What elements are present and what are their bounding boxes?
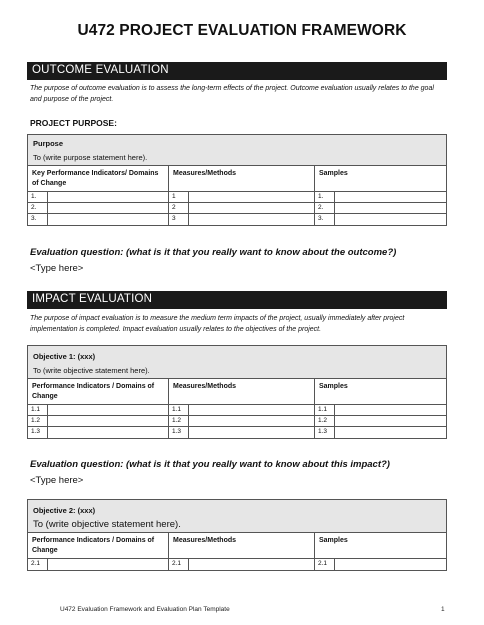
objective-1-table-header (28, 379, 446, 405)
measure-cell[interactable] (189, 192, 315, 202)
purpose-table-title: Purpose (28, 135, 446, 151)
row-number: 2 (169, 203, 189, 213)
table-row (28, 405, 446, 416)
sample-cell[interactable] (335, 559, 446, 570)
outcome-intro: The purpose of outcome evaluation is to assess the long-term effects of the project. Outcome evaluation usually relates to the goal and purpose of the project. (30, 85, 434, 103)
outcome-answer-field[interactable]: <Type here> (30, 263, 84, 274)
purpose-table-header (28, 166, 446, 192)
indicator-cell[interactable] (48, 427, 169, 438)
indicator-cell[interactable] (48, 416, 169, 426)
row-number: 1.1 (315, 405, 335, 415)
column-header-measures: Measures/Methods (169, 533, 315, 558)
row-number: 1. (28, 192, 48, 202)
objective-2-table (27, 499, 447, 571)
sample-cell[interactable] (335, 405, 446, 415)
row-number: 1.2 (28, 416, 48, 426)
purpose-table (27, 134, 447, 226)
row-number: 1. (315, 192, 335, 202)
column-header-measures: Measures/Methods (169, 379, 315, 404)
objective-2-statement[interactable]: To (write objective statement here). (28, 518, 446, 533)
sample-cell[interactable] (335, 427, 446, 438)
indicator-cell[interactable] (48, 405, 169, 415)
indicator-cell[interactable] (48, 192, 169, 202)
sample-cell[interactable] (335, 214, 446, 225)
row-number: 1.3 (315, 427, 335, 438)
document-title: U472 PROJECT EVALUATION FRAMEWORK (77, 22, 407, 39)
impact-evaluation-question: Evaluation question: (what is it that you really want to know about this impact?) (30, 459, 390, 470)
measure-cell[interactable] (189, 559, 315, 570)
row-number: 2. (28, 203, 48, 213)
column-header-samples: Samples (319, 537, 348, 544)
outcome-evaluation-question: Evaluation question: (what is it that you really want to know about the outcome?) (30, 247, 397, 258)
indicator-cell[interactable] (48, 214, 169, 225)
table-row (28, 214, 446, 225)
measure-cell[interactable] (189, 203, 315, 213)
column-header-samples: Samples (319, 170, 348, 177)
objective-1-statement[interactable]: To (write objective statement here). (28, 364, 446, 379)
project-purpose-heading: PROJECT PURPOSE: (30, 118, 117, 128)
row-number: 2.1 (28, 559, 48, 570)
measure-cell[interactable] (189, 214, 315, 225)
impact-answer-field[interactable]: <Type here> (30, 475, 84, 486)
objective-2-table-header (28, 533, 446, 559)
table-row (28, 559, 446, 570)
row-number: 1.3 (28, 427, 48, 438)
row-number: 2.1 (315, 559, 335, 570)
row-number: 3. (315, 214, 335, 225)
impact-intro: The purpose of impact evaluation is to measure the medium term impacts of the project, usually immediately after project implementation is completed. Impact evaluation usually relates to the objectives of the project. (30, 315, 405, 333)
impact-section-header: IMPACT EVALUATION (27, 291, 447, 309)
objective-1-title: Objective 1: (xxx) (28, 346, 446, 364)
indicator-cell[interactable] (48, 203, 169, 213)
purpose-statement[interactable]: To (write purpose statement here). (28, 151, 446, 166)
row-number: 1.2 (169, 416, 189, 426)
column-header-samples: Samples (319, 383, 348, 390)
row-number: 1.1 (28, 405, 48, 415)
sample-cell[interactable] (335, 203, 446, 213)
column-header-indicators: Performance Indicators / Domains of Change (28, 379, 169, 404)
page-footer: U472 Evaluation Framework and Evaluation Plan Template (60, 606, 230, 613)
table-row (28, 203, 446, 214)
row-number: 3 (169, 214, 189, 225)
sample-cell[interactable] (335, 416, 446, 426)
row-number: 1.1 (169, 405, 189, 415)
row-number: 2. (315, 203, 335, 213)
measure-cell[interactable] (189, 405, 315, 415)
column-header-indicators: Key Performance Indicators/ Domains of Change (28, 166, 169, 191)
table-row (28, 192, 446, 203)
row-number: 1 (169, 192, 189, 202)
objective-1-table (27, 345, 447, 439)
objective-2-title: Objective 2: (xxx) (28, 500, 446, 518)
row-number: 2.1 (169, 559, 189, 570)
row-number: 1.3 (169, 427, 189, 438)
outcome-section-header: OUTCOME EVALUATION (27, 62, 447, 80)
column-header-indicators: Performance Indicators / Domains of Change (28, 533, 169, 558)
measure-cell[interactable] (189, 416, 315, 426)
table-row (28, 416, 446, 427)
column-header-measures: Measures/Methods (169, 166, 315, 191)
row-number: 1.2 (315, 416, 335, 426)
row-number: 3. (28, 214, 48, 225)
measure-cell[interactable] (189, 427, 315, 438)
page-number: 1 (441, 606, 445, 613)
table-row (28, 427, 446, 438)
indicator-cell[interactable] (48, 559, 169, 570)
sample-cell[interactable] (335, 192, 446, 202)
